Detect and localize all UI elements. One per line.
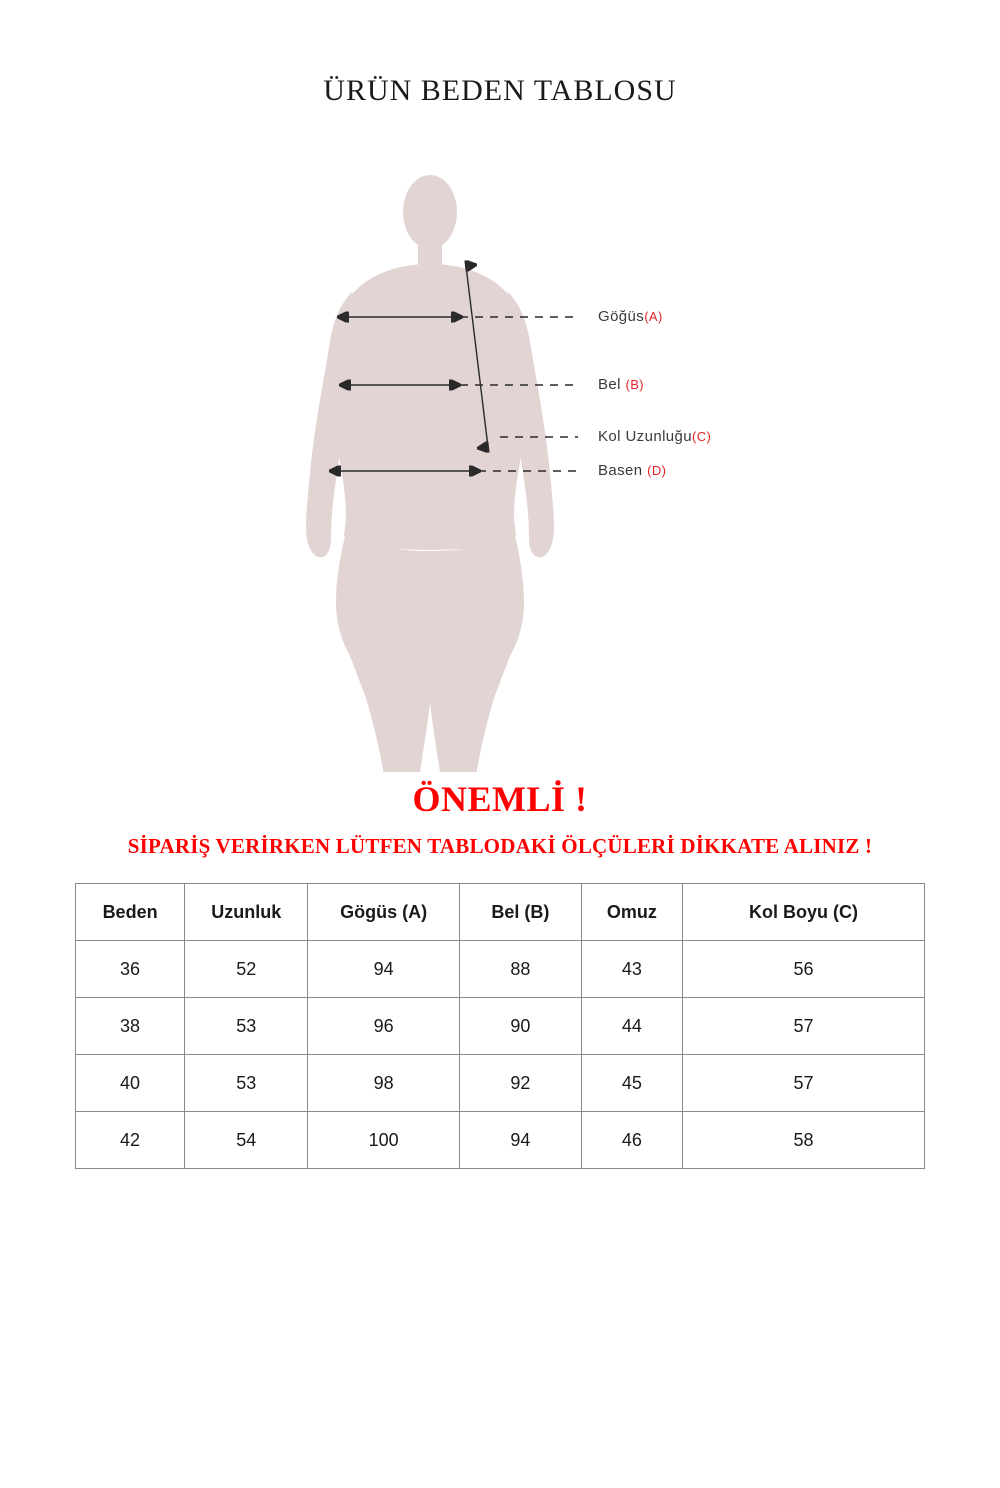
callout-kol-label: Kol Uzunluğu xyxy=(598,428,693,445)
cell-gogus: 96 xyxy=(308,998,460,1055)
callout-basen xyxy=(598,462,666,479)
table-header-gogus: Gögüs (A) xyxy=(308,884,460,941)
cell-kol-boyu: 56 xyxy=(682,941,924,998)
table-row xyxy=(76,1055,925,1112)
size-table xyxy=(75,883,925,1169)
woman-body-silhouette xyxy=(306,175,554,772)
important-subline: SİPARİŞ VERİRKEN LÜTFEN TABLODAKİ ÖLÇÜLERİ DİKKATE ALINIZ ! xyxy=(127,834,873,858)
cell-bel: 90 xyxy=(460,998,582,1055)
table-row xyxy=(76,998,925,1055)
cell-gogus: 100 xyxy=(308,1112,460,1169)
cell-uzunluk: 53 xyxy=(185,1055,308,1112)
callout-gogus-tag: (A) xyxy=(644,309,663,324)
table-header-kol-boyu: Kol Boyu (C) xyxy=(682,884,924,941)
cell-omuz: 46 xyxy=(581,1112,682,1169)
cell-kol-boyu: 57 xyxy=(682,998,924,1055)
callout-basen-tag: (D) xyxy=(647,463,667,478)
cell-kol-boyu: 57 xyxy=(682,1055,924,1112)
callout-bel-tag: (B) xyxy=(625,377,644,392)
cell-beden: 42 xyxy=(76,1112,185,1169)
table-header-omuz: Omuz xyxy=(581,884,682,941)
measurement-figure xyxy=(0,132,1000,772)
cell-beden: 40 xyxy=(76,1055,185,1112)
callout-basen-label: Basen xyxy=(598,462,643,479)
cell-bel: 92 xyxy=(460,1055,582,1112)
callout-bel xyxy=(598,376,644,393)
cell-beden: 38 xyxy=(76,998,185,1055)
callout-bel-label: Bel xyxy=(598,376,621,393)
size-table-wrapper xyxy=(75,883,925,1169)
callout-gogus-label: Göğüs xyxy=(598,308,645,325)
cell-gogus: 98 xyxy=(308,1055,460,1112)
cell-omuz: 43 xyxy=(581,941,682,998)
callout-kol-uzunlugu xyxy=(598,428,711,445)
cell-uzunluk: 53 xyxy=(185,998,308,1055)
table-row xyxy=(76,941,925,998)
cell-uzunluk: 54 xyxy=(185,1112,308,1169)
table-header-uzunluk: Uzunluk xyxy=(185,884,308,941)
cell-uzunluk: 52 xyxy=(185,941,308,998)
callout-gogus xyxy=(598,308,663,325)
cell-omuz: 45 xyxy=(581,1055,682,1112)
cell-bel: 88 xyxy=(460,941,582,998)
cell-gogus: 94 xyxy=(308,941,460,998)
table-header-bel: Bel (B) xyxy=(460,884,582,941)
body-silhouette-diagram xyxy=(0,132,1000,772)
cell-omuz: 44 xyxy=(581,998,682,1055)
table-header-row xyxy=(76,884,925,941)
cell-bel: 94 xyxy=(460,1112,582,1169)
callout-kol-tag: (C) xyxy=(692,429,712,444)
page-title: ÜRÜN BEDEN TABLOSU xyxy=(323,74,677,107)
important-headline: ÖNEMLİ ! xyxy=(412,779,588,819)
table-header-beden: Beden xyxy=(76,884,185,941)
cell-beden: 36 xyxy=(76,941,185,998)
cell-kol-boyu: 58 xyxy=(682,1112,924,1169)
table-row xyxy=(76,1112,925,1169)
